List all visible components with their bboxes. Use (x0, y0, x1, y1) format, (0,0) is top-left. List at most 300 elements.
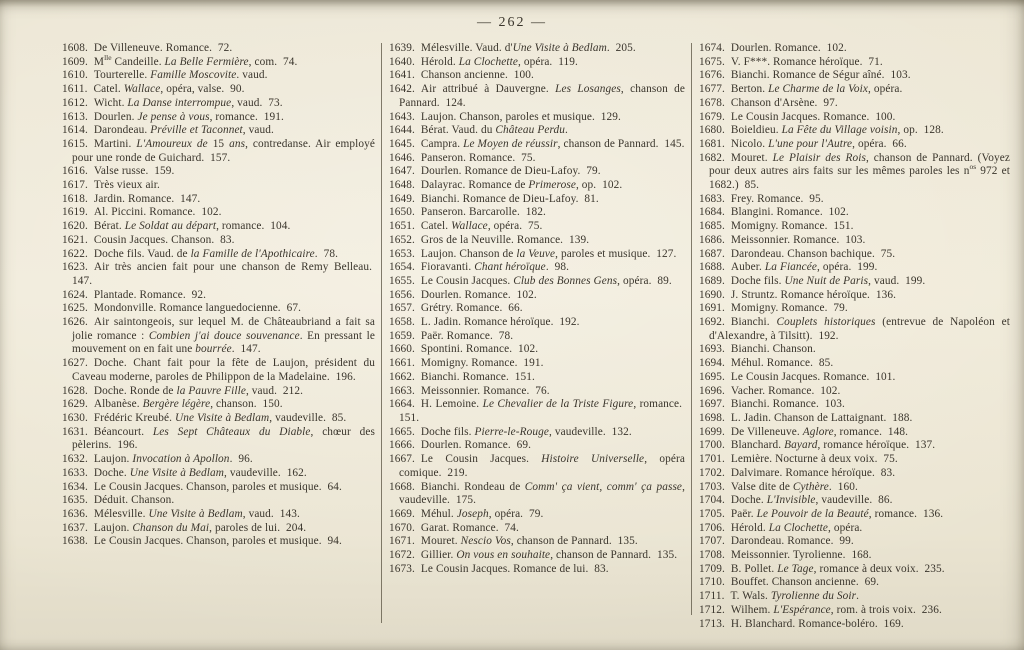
entry-text: Boieldieu. La Fête du Village voisin, op. 128. (730, 124, 944, 137)
catalog-entry (62, 52, 375, 70)
catalog-entry (389, 56, 685, 70)
entry-number: 1658. (389, 316, 415, 329)
catalog-entry (62, 522, 375, 536)
catalog-entry (699, 481, 1010, 495)
catalog-entry (62, 316, 375, 357)
catalog-entry (62, 124, 375, 138)
catalog-entry (699, 508, 1010, 522)
entry-number: 1691. (699, 302, 725, 315)
catalog-entry (699, 69, 1010, 83)
entry-number: 1609. (62, 55, 88, 68)
entry-number: 1651. (389, 220, 415, 233)
entry-text: Campra. Le Moyen de réussir, chanson de Pannard. 145. (420, 137, 685, 150)
entry-text: Valse russe. 159. (93, 165, 175, 178)
entry-number: 1647. (389, 165, 415, 178)
catalog-entry (62, 357, 375, 384)
entry-number: 1652. (389, 233, 415, 246)
entry-number: 1697. (699, 398, 725, 411)
entry-number: 1661. (389, 357, 415, 370)
entry-number: 1624. (62, 288, 88, 301)
entry-number: 1683. (699, 192, 725, 205)
column-layout (0, 31, 1024, 635)
entry-number: 1694. (699, 357, 725, 370)
entry-text: Mouret. Le Plaisir des Rois, chanson de Pannard. (Voyez pour deux autres airs faits sur les mêmes paroles les $n^{os}$ 972 et 1682.) 85. (709, 151, 1010, 192)
catalog-entry (699, 302, 1010, 316)
entry-number: 1702. (699, 466, 725, 479)
catalog-entry (62, 97, 375, 111)
entry-text: Blanchard. Bayard, romance héroïque. 137. (730, 439, 936, 452)
entry-text: Paër. Romance. 78. (420, 329, 514, 342)
catalog-entry (699, 522, 1010, 536)
entry-text: Lemière. Nocturne à deux voix. 75. (730, 453, 898, 466)
entry-number: 1690. (699, 288, 725, 301)
entry-number: 1649. (389, 192, 415, 205)
entry-text: Spontini. Romance. 102. (420, 343, 539, 356)
entry-number: 1622. (62, 247, 88, 260)
entry-number: 1644. (389, 124, 415, 137)
entry-text: Albanèse. Bergère légère, chanson. 150. (93, 398, 283, 411)
entry-text: Cousin Jacques. Chanson. 83. (93, 233, 235, 246)
entry-number: 1610. (62, 69, 88, 82)
entry-number: 1687. (699, 247, 725, 260)
entry-number: 1699. (699, 425, 725, 438)
entry-text: Doche. Ronde de la Pauvre Fille, vaud. 212. (93, 384, 304, 397)
entry-number: 1633. (62, 466, 88, 479)
catalog-entry (389, 261, 685, 275)
entry-number: 1684. (699, 206, 725, 219)
catalog-entry (62, 234, 375, 248)
catalog-entry (62, 467, 375, 481)
entry-number: 1620. (62, 220, 88, 233)
entry-number: 1640. (389, 55, 415, 68)
catalog-entry (699, 97, 1010, 111)
entry-text: Auber. La Fiancée, opéra. 199. (730, 261, 878, 274)
entry-text: Momigny. Romance. 191. (420, 357, 544, 370)
entry-number: 1634. (62, 480, 88, 493)
entry-number: 1663. (389, 384, 415, 397)
entry-text: Hérold. La Clochette, opéra. 119. (420, 55, 578, 68)
entry-number: 1632. (62, 453, 88, 466)
entry-text: Dourlen. Romance. 69. (420, 439, 532, 452)
catalog-entry (699, 494, 1010, 508)
entry-number: 1639. (389, 42, 415, 54)
entry-number: 1706. (699, 521, 725, 534)
entry-number: 1629. (62, 398, 88, 411)
entry-text: Chanson ancienne. 100. (420, 69, 534, 82)
entry-number: 1672. (389, 549, 415, 562)
entry-text: Air attribué à Dauvergne. Les Losanges, chanson de Pannard. 124. (399, 83, 685, 109)
catalog-entry (62, 302, 375, 316)
entry-number: 1623. (62, 261, 88, 274)
entry-text: Mélesville. Une Visite à Bedlam, vaud. 143. (93, 507, 300, 520)
entry-number: 1635. (62, 494, 88, 507)
entry-number: 1674. (699, 42, 725, 54)
entry-text: Blangini. Romance. 102. (730, 206, 849, 219)
entry-number: 1673. (389, 562, 415, 575)
entry-number: 1685. (699, 220, 725, 233)
entry-text: Le Cousin Jacques. Club des Bonnes Gens, opéra. 89. (420, 274, 672, 287)
entry-number: 1657. (389, 302, 415, 315)
catalog-entry (699, 535, 1010, 549)
catalog-entry (62, 248, 375, 262)
entry-number: 1614. (62, 124, 88, 137)
entry-number: 1626. (62, 316, 88, 329)
catalog-entry (389, 563, 685, 577)
entry-number: 1650. (389, 206, 415, 219)
entry-text: Darondeau. Chanson bachique. 75. (730, 247, 896, 260)
entry-text: Catel. Wallace, opéra. 75. (420, 220, 543, 233)
entry-text: Chanson d'Arsène. 97. (730, 96, 838, 109)
entry-number: 1686. (699, 233, 725, 246)
entry-text: Le Cousin Jacques. Chanson, paroles et musique. 64. (93, 480, 342, 493)
entry-text: Doche fils. Une Nuit de Paris, vaud. 199. (730, 274, 926, 287)
catalog-entry (62, 508, 375, 522)
entry-number: 1660. (389, 343, 415, 356)
entry-text: Air saintongeois, sur lequel M. de Châteaubriand a fait sa jolie romance : Combien j'ai douce souvenance. En pressant le mouvement on en fait une bourrée. 147. (72, 316, 375, 356)
entry-text: Panseron. Romance. 75. (420, 151, 536, 164)
entry-text: H. Lemoine. Le Chevalier de la Triste Figure, romance. 151. (399, 398, 686, 424)
catalog-entry (389, 549, 685, 563)
catalog-entry (389, 124, 685, 138)
entry-number: 1676. (699, 69, 725, 82)
entry-text: Wicht. La Danse interrompue, vaud. 73. (93, 96, 283, 109)
entry-text: Catel. Wallace, opéra, valse. 90. (93, 83, 245, 96)
entry-number: 1612. (62, 96, 88, 109)
entry-text: Doche fils. Pierre-le-Rouge, vaudeville. 132. (420, 425, 632, 438)
entry-number: 1621. (62, 233, 88, 246)
entry-text: De Villeneuve. Romance. 72. (93, 42, 233, 54)
catalog-entry (699, 590, 1010, 604)
catalog-entry (699, 124, 1010, 138)
entry-number: 1669. (389, 507, 415, 520)
entry-number: 1654. (389, 261, 415, 274)
catalog-entry (699, 563, 1010, 577)
entry-text: Al. Piccini. Romance. 102. (93, 206, 222, 219)
entry-number: 1709. (699, 562, 725, 575)
catalog-entry (389, 206, 685, 220)
page-number: — 262 — (477, 15, 547, 30)
catalog-entry (699, 549, 1010, 563)
entry-text: Dalvimare. Romance héroïque. 83. (730, 466, 896, 479)
catalog-entry (62, 111, 375, 125)
entry-text: Le Cousin Jacques. Chanson, paroles et musique. 94. (93, 535, 342, 548)
entry-number: 1642. (389, 83, 415, 96)
catalog-entry (389, 248, 685, 262)
catalog-entry (389, 426, 685, 440)
catalog-entry (62, 385, 375, 399)
entry-text: Mélesville. Vaud. d'Une Visite à Bedlam. 205. (420, 42, 636, 54)
catalog-entry (699, 357, 1010, 371)
catalog-entry (62, 289, 375, 303)
catalog-entry (389, 69, 685, 83)
entry-text: Le Cousin Jacques. Histoire Universelle, opéra comique. 219. (399, 453, 685, 479)
catalog-entry (699, 316, 1010, 343)
entry-number: 1712. (699, 603, 725, 616)
catalog-entry (699, 83, 1010, 97)
catalog-entry (389, 83, 685, 110)
entry-number: 1628. (62, 384, 88, 397)
catalog-entry (62, 193, 375, 207)
catalog-entry (389, 193, 685, 207)
catalog-entry (62, 481, 375, 495)
catalog-entry (389, 453, 685, 480)
entry-number: 1679. (699, 110, 725, 123)
entry-text: Darondeau. Romance. 99. (730, 535, 854, 548)
entry-number: 1667. (389, 453, 415, 466)
catalog-entry (699, 248, 1010, 262)
entry-text: Laujon. Chanson du Mai, paroles de lui. 204. (93, 521, 307, 534)
catalog-entry (699, 152, 1010, 193)
entry-number: 1664. (389, 398, 415, 411)
entry-text: Grétry. Romance. 66. (420, 302, 523, 315)
entry-text: Laujon. Chanson, paroles et musique. 129. (420, 110, 621, 123)
entry-number: 1708. (699, 549, 725, 562)
catalog-entry (389, 508, 685, 522)
entry-text: Le Cousin Jacques. Romance. 100. (730, 110, 896, 123)
entry-number: 1678. (699, 96, 725, 109)
entry-text: Momigny. Romance. 79. (730, 302, 848, 315)
entry-number: 1680. (699, 124, 725, 137)
catalog-entry (389, 330, 685, 344)
catalog-entry (389, 398, 685, 425)
catalog-entry (699, 371, 1010, 385)
catalog-entry (62, 261, 375, 288)
catalog-entry (389, 522, 685, 536)
entry-text: Tourterelle. Famille Moscovite. vaud. (93, 69, 268, 82)
entry-text: Béancourt. Les Sept Châteaux du Diable, chœur des pèlerins. 196. (72, 425, 375, 452)
entry-text: Dourlen. Romance. 102. (730, 42, 847, 54)
entry-text: Doche fils. Vaud. de la Famille de l'Apothicaire. 78. (93, 247, 338, 260)
catalog-entry (699, 234, 1010, 248)
entry-number: 1675. (699, 55, 725, 68)
entry-text: Mouret. Nescio Vos, chanson de Pannard. 135. (420, 535, 638, 548)
entry-text: Paër. Le Pouvoir de la Beauté, romance. 136. (730, 507, 944, 520)
catalog-entry (62, 453, 375, 467)
catalog-entry (389, 275, 685, 289)
catalog-entry (62, 398, 375, 412)
entry-number: 1707. (699, 535, 725, 548)
entry-text: Bianchi. Romance de Ségur aîné. 103. (730, 69, 911, 82)
entry-number: 1668. (389, 480, 415, 493)
entry-number: 1711. (699, 590, 725, 603)
entry-text: Valse dite de Cythère. 160. (730, 480, 858, 493)
entry-number: 1689. (699, 274, 725, 287)
entry-text: Le Cousin Jacques. Romance de lui. 83. (420, 562, 609, 575)
entry-number: 1682. (699, 151, 725, 164)
entry-text: Dourlen. Romance. 102. (420, 288, 537, 301)
entry-text: Méhul. Joseph, opéra. 79. (420, 507, 544, 520)
entry-number: 1696. (699, 384, 725, 397)
entry-number: 1681. (699, 137, 725, 150)
catalog-entry (699, 467, 1010, 481)
catalog-entry (62, 494, 375, 508)
entry-number: 1671. (389, 535, 415, 548)
column-middle (389, 42, 685, 627)
entry-number: 1705. (699, 507, 725, 520)
catalog-entry (389, 316, 685, 330)
entry-number: 1670. (389, 521, 415, 534)
catalog-entry (699, 576, 1010, 590)
catalog-entry (699, 275, 1010, 289)
entry-text: L. Jadin. Chanson de Lattaignant. 188. (730, 411, 913, 424)
catalog-entry (62, 138, 375, 165)
entry-text: $M^{lle}$ Candeille. La Belle Fermière, com. 74. (93, 52, 298, 68)
entry-text: Bianchi. Romance. 151. (420, 370, 535, 383)
catalog-entry (699, 220, 1010, 234)
entry-text: Frédéric Kreubé. Une Visite à Bedlam, vaudeville. 85. (93, 411, 347, 424)
entry-number: 1631. (62, 425, 88, 438)
entry-number: 1646. (389, 151, 415, 164)
catalog-entry (699, 618, 1010, 632)
catalog-entry (389, 234, 685, 248)
entry-text: Vacher. Romance. 102. (730, 384, 841, 397)
catalog-entry (699, 426, 1010, 440)
entry-text: Gros de la Neuville. Romance. 139. (420, 233, 590, 246)
entry-text: Garat. Romance. 74. (420, 521, 519, 534)
entry-number: 1617. (62, 179, 88, 192)
entry-text: Doche. L'Invisible, vaudeville. 86. (730, 494, 893, 507)
catalog-entry (389, 220, 685, 234)
entry-number: 1648. (389, 179, 415, 192)
entry-number: 1641. (389, 69, 415, 82)
entry-number: 1637. (62, 521, 88, 534)
catalog-entry (699, 206, 1010, 220)
catalog-entry (62, 426, 375, 453)
catalog-entry (389, 152, 685, 166)
catalog-entry (699, 439, 1010, 453)
entry-number: 1653. (389, 247, 415, 260)
entry-text: Mondonville. Romance languedocienne. 67. (93, 302, 302, 315)
catalog-entry (699, 56, 1010, 70)
entry-text: Méhul. Romance. 85. (730, 357, 834, 370)
entry-text: De Villeneuve. Aglore, romance. 148. (730, 425, 909, 438)
entry-text: Bianchi. Chanson. (730, 343, 816, 356)
entry-text: V. F***. Romance héroïque. 71. (730, 55, 883, 68)
catalog-entry (699, 111, 1010, 125)
entry-text: Plantade. Romance. 92. (93, 288, 207, 301)
entry-number: 1698. (699, 411, 725, 424)
entry-number: 1627. (62, 357, 88, 370)
entry-number: 1625. (62, 302, 88, 315)
entry-text: T. Wals. Tyrolienne du Soir. (730, 590, 860, 603)
entry-text: Hérold. La Clochette, opéra. (730, 521, 863, 534)
catalog-entry (699, 385, 1010, 399)
entry-number: 1619. (62, 206, 88, 219)
entry-text: Laujon. Chanson de la Veuve, paroles et musique. 127. (420, 247, 677, 260)
catalog-entry (389, 302, 685, 316)
entry-number: 1704. (699, 494, 725, 507)
column-left (62, 42, 375, 627)
entry-text: Dourlen. Je pense à vous, romance. 191. (93, 110, 284, 123)
entry-text: L. Jadin. Romance héroïque. 192. (420, 316, 580, 329)
catalog-entry (389, 357, 685, 371)
entry-text: Momigny. Romance. 151. (730, 220, 854, 233)
entry-number: 1616. (62, 165, 88, 178)
catalog-entry (389, 138, 685, 152)
catalog-entry (699, 343, 1010, 357)
catalog-entry (699, 261, 1010, 275)
entry-number: 1701. (699, 453, 725, 466)
catalog-entry (389, 439, 685, 453)
entry-text: Dourlen. Romance de Dieu-Lafoy. 79. (420, 165, 601, 178)
entry-text: J. Struntz. Romance héroïque. 136. (730, 288, 896, 301)
catalog-entry (699, 42, 1010, 56)
catalog-entry (389, 385, 685, 399)
entry-text: Meissonnier. Tyrolienne. 168. (730, 549, 872, 562)
entry-text: Meissonnier. Romance. 103. (730, 233, 866, 246)
entry-text: Bianchi. Rondeau de Comm' ça vient, comm' ça passe, vaudeville. 175. (399, 480, 685, 507)
entry-number: 1662. (389, 370, 415, 383)
catalog-entry (62, 165, 375, 179)
entry-text: Dalayrac. Romance de Primerose, op. 102. (420, 179, 623, 192)
entry-number: 1677. (699, 83, 725, 96)
entry-number: 1638. (62, 535, 88, 548)
entry-number: 1645. (389, 137, 415, 150)
entry-number: 1692. (699, 316, 725, 329)
entry-text: Laujon. Invocation à Apollon. 96. (93, 453, 253, 466)
column-rule-left (381, 43, 382, 623)
column-right (699, 42, 1011, 630)
entry-text: Déduit. Chanson. (93, 494, 175, 507)
catalog-entry (389, 535, 685, 549)
entry-number: 1666. (389, 439, 415, 452)
catalog-entry (389, 111, 685, 125)
column-rule-right (691, 43, 692, 615)
entry-text: Gillier. On vous en souhaite, chanson de Pannard. 135. (420, 549, 678, 562)
entry-number: 1615. (62, 137, 88, 150)
catalog-entry (389, 42, 685, 56)
entry-text: Berton. Le Charme de la Voix, opéra. (730, 83, 903, 96)
catalog-entry (699, 604, 1010, 618)
entry-text: Frey. Romance. 95. (730, 192, 824, 205)
entry-number: 1713. (699, 617, 725, 630)
entry-number: 1659. (389, 329, 415, 342)
catalog-entry (62, 206, 375, 220)
catalog-entry (62, 220, 375, 234)
entry-text: Fioravanti. Chant héroïque. 98. (420, 261, 570, 274)
entry-text: H. Blanchard. Romance-boléro. 169. (730, 617, 904, 630)
entry-text: Doche. Une Visite à Bedlam, vaudeville. 162. (93, 466, 307, 479)
entry-number: 1630. (62, 411, 88, 424)
entry-text: Air très ancien fait pour une chanson de Remy Belleau. 147. (72, 261, 375, 287)
catalog-entry (389, 481, 685, 508)
entry-text: Bianchi. Romance. 103. (730, 398, 845, 411)
entry-number: 1700. (699, 439, 725, 452)
entry-number: 1656. (389, 288, 415, 301)
entry-number: 1608. (62, 42, 88, 54)
entry-number: 1636. (62, 507, 88, 520)
catalog-entry (699, 398, 1010, 412)
entry-text: Bouffet. Chanson ancienne. 69. (730, 576, 880, 589)
entry-number: 1613. (62, 110, 88, 123)
catalog-entry (699, 453, 1010, 467)
catalog-entry (62, 535, 375, 549)
catalog-entry (389, 179, 685, 193)
entry-text: Doche. Chant fait pour la fête de Laujon, président du Caveau moderne, paroles de Philippon de la Madelaine. 196. (72, 357, 375, 383)
entry-text: B. Pollet. Le Tage, romance à deux voix. 235. (730, 562, 945, 575)
entry-text: Panseron. Barcarolle. 182. (420, 206, 546, 219)
catalog-entry (699, 412, 1010, 426)
catalog-entry (699, 289, 1010, 303)
entry-number: 1693. (699, 343, 725, 356)
entry-number: 1611. (62, 83, 88, 96)
entry-number: 1710. (699, 576, 725, 589)
entry-text: Darondeau. Préville et Taconnet, vaud. (93, 124, 274, 137)
catalog-entry (62, 412, 375, 426)
entry-text: Meissonnier. Romance. 76. (420, 384, 550, 397)
entry-text: Wilhem. L'Espérance, rom. à trois voix. 236. (730, 603, 942, 616)
catalog-entry (62, 179, 375, 193)
